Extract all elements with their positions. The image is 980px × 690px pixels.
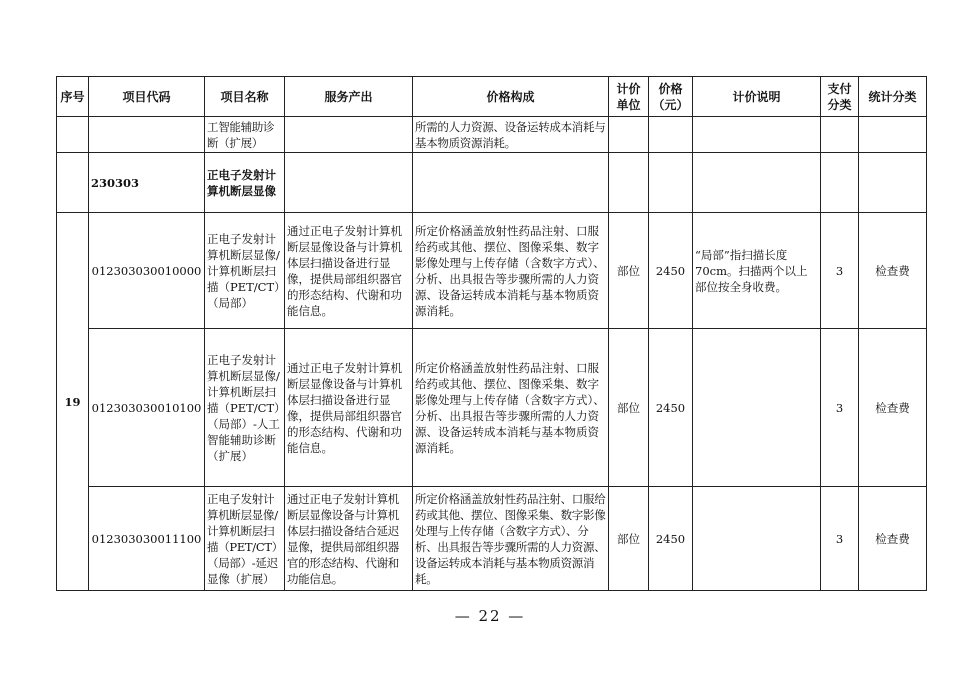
cont-price — [649, 117, 693, 153]
row1-stat-class: 检查费 — [859, 213, 927, 329]
cont-name: 工智能辅助诊断（扩展） — [205, 117, 285, 153]
table-row — [57, 213, 927, 329]
row1-output: 通过正电子发射计算机断层显像设备与计算机体层扫描设备进行显像，提供局部组织器官的形态结构、代谢和功能信息。 — [285, 213, 413, 329]
group-price — [649, 153, 693, 213]
row3-pay-class: 3 — [821, 487, 859, 591]
header-output: 服务产出 — [285, 77, 413, 117]
row2-price: 2450 — [649, 329, 693, 487]
row1-pay-class: 3 — [821, 213, 859, 329]
header-seq: 序号 — [57, 77, 89, 117]
row1-price-comp: 所定价格涵盖放射性药品注射、口服给药或其他、摆位、图像采集、数字影像处理与上传存储（含数字方式）、分析、出具报告等步骤所需的人力资源、设备运转成本消耗与基本物质资源消耗。 — [413, 213, 609, 329]
table-row — [57, 329, 927, 487]
row2-pay-class: 3 — [821, 329, 859, 487]
cont-pay-class — [821, 117, 859, 153]
header-code: 项目代码 — [89, 77, 205, 117]
price-table — [56, 76, 927, 591]
group-output — [285, 153, 413, 213]
group-note — [693, 153, 821, 213]
header-price-comp: 价格构成 — [413, 77, 609, 117]
header-unit: 计价单位 — [609, 77, 649, 117]
row2-code: 012303030010100 — [89, 329, 205, 487]
row3-price: 2450 — [649, 487, 693, 591]
row3-stat-class: 检查费 — [859, 487, 927, 591]
row2-price-comp: 所定价格涵盖放射性药品注射、口服给药或其他、摆位、图像采集、数字影像处理与上传存储（含数字方式）、分析、出具报告等步骤所需的人力资源、设备运转成本消耗与基本物质资源消耗。 — [413, 329, 609, 487]
table-header-row — [57, 77, 927, 117]
cont-code — [89, 117, 205, 153]
row2-name: 正电子发射计算机断层显像/计算机断层扫描（PET/CT）（局部）-人工智能辅助诊断（扩展） — [205, 329, 285, 487]
row1-price: 2450 — [649, 213, 693, 329]
row3-output: 通过正电子发射计算机断层显像设备与计算机体层扫描设备结合延迟显像，提供局部组织器官的形态结构、代谢和功能信息。 — [285, 487, 413, 591]
header-price: 价格（元） — [649, 77, 693, 117]
group-price-comp — [413, 153, 609, 213]
table-row-continued — [57, 117, 927, 153]
header-note: 计价说明 — [693, 77, 821, 117]
row1-unit: 部位 — [609, 213, 649, 329]
group-code: 230303 — [89, 153, 205, 213]
group-seq — [57, 153, 89, 213]
group-name: 正电子发射计算机断层显像 — [205, 153, 285, 213]
row3-code: 012303030011100 — [89, 487, 205, 591]
row2-output: 通过正电子发射计算机断层显像设备与计算机体层扫描设备进行显像，提供局部组织器官的形态结构、代谢和功能信息。 — [285, 329, 413, 487]
group-stat-class — [859, 153, 927, 213]
seq-number: 19 — [57, 213, 89, 591]
table-row — [57, 487, 927, 591]
cont-stat-class — [859, 117, 927, 153]
row3-name: 正电子发射计算机断层显像/计算机断层扫描（PET/CT）（局部）-延迟显像（扩展） — [205, 487, 285, 591]
row3-note — [693, 487, 821, 591]
row3-price-comp: 所定价格涵盖放射性药品注射、口服给药或其他、摆位、图像采集、数字影像处理与上传存储（含数字方式）、分析、出具报告等步骤所需的人力资源、设备运转成本消耗与基本物质资源消耗。 — [413, 487, 609, 591]
row3-unit: 部位 — [609, 487, 649, 591]
row2-unit: 部位 — [609, 329, 649, 487]
group-pay-class — [821, 153, 859, 213]
row1-name: 正电子发射计算机断层显像/计算机断层扫描（PET/CT）（局部） — [205, 213, 285, 329]
table-row-group — [57, 153, 927, 213]
row2-stat-class: 检查费 — [859, 329, 927, 487]
row2-note — [693, 329, 821, 487]
header-pay-class: 支付分类 — [821, 77, 859, 117]
group-unit — [609, 153, 649, 213]
row1-code: 012303030010000 — [89, 213, 205, 329]
cont-output — [285, 117, 413, 153]
cont-seq — [57, 117, 89, 153]
header-stat-class: 统计分类 — [859, 77, 927, 117]
header-name: 项目名称 — [205, 77, 285, 117]
cont-unit — [609, 117, 649, 153]
cont-price-comp: 所需的人力资源、设备运转成本消耗与基本物质资源消耗。 — [413, 117, 609, 153]
row1-note: “局部”指扫描长度70cm。扫描两个以上部位按全身收费。 — [693, 213, 821, 329]
cont-note — [693, 117, 821, 153]
page-number: — 22 — — [454, 607, 526, 625]
